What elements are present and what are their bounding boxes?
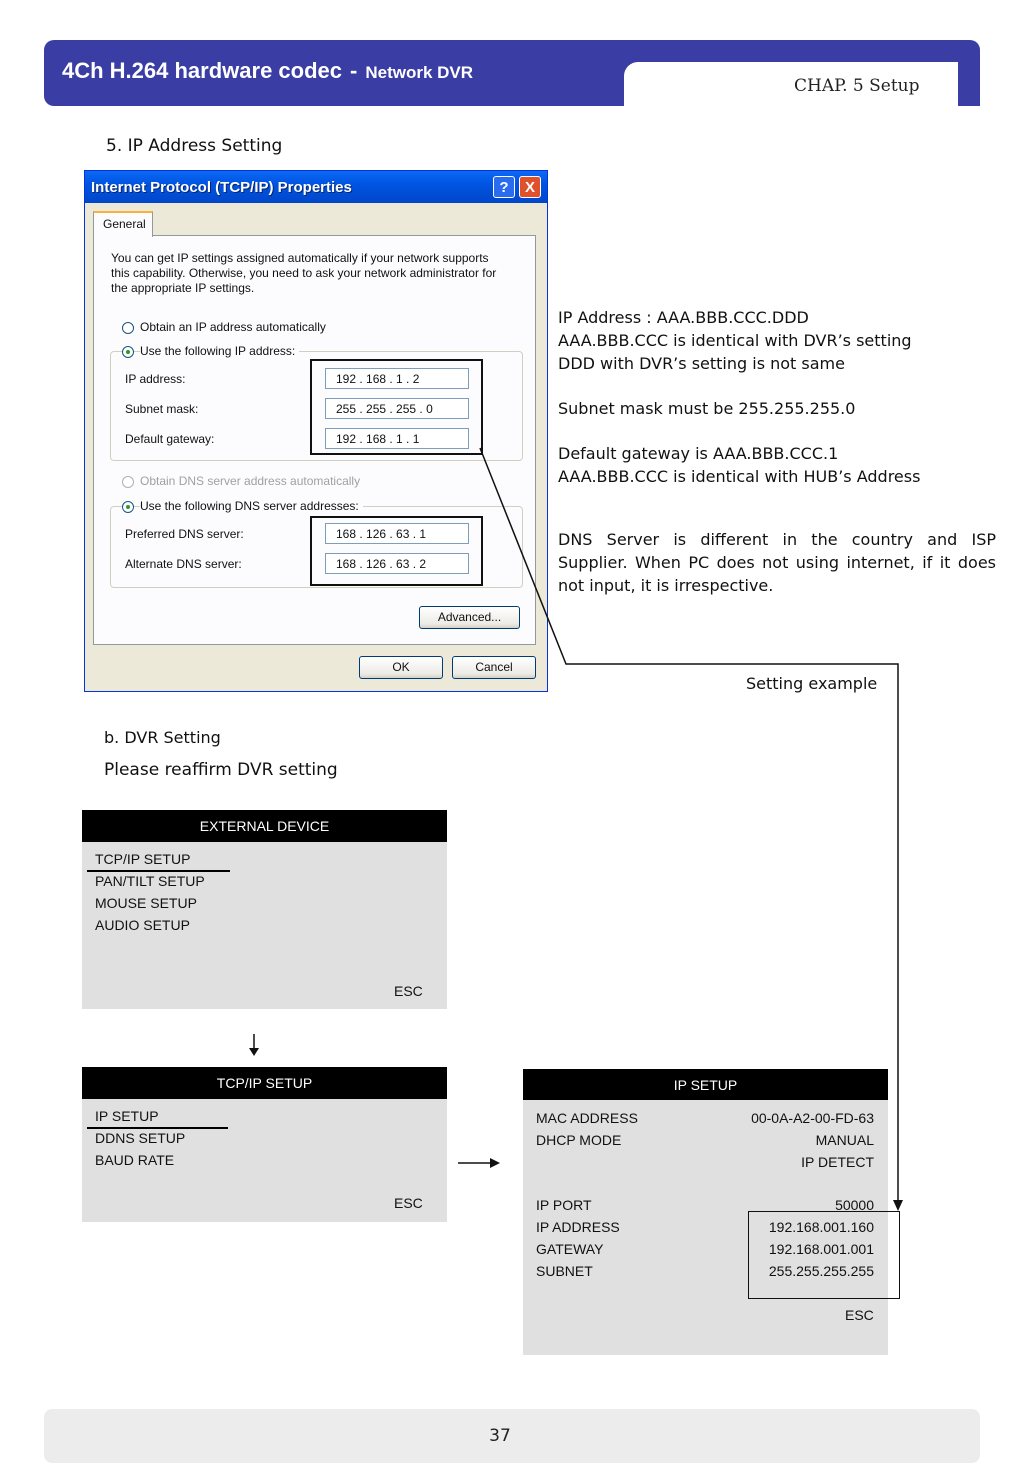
dialog-title: Internet Protocol (TCP/IP) Properties [91, 179, 352, 196]
ip-port-value[interactable]: 50000 [835, 1197, 874, 1213]
menu-item-ip-setup[interactable]: IP SETUP [95, 1108, 159, 1124]
gateway-explanation-line-1: Default gateway is AAA.BBB.CCC.1 [558, 444, 839, 463]
gateway-label: GATEWAY [536, 1241, 604, 1257]
alternate-dns-input[interactable]: 168 . 126 . 63 . 2 [325, 553, 469, 574]
menu-item-pantilt-setup[interactable]: PAN/TILT SETUP [95, 873, 205, 889]
tcpip-setup-title: TCP/IP SETUP [82, 1067, 447, 1099]
intro-line-3: the appropriate IP settings. [111, 281, 255, 295]
ok-button[interactable]: OK [359, 656, 443, 679]
subnet-explanation: Subnet mask must be 255.255.255.0 [558, 399, 856, 418]
mac-address-label: MAC ADDRESS [536, 1110, 638, 1126]
default-gateway-label: Default gateway: [125, 432, 215, 446]
default-gateway-input[interactable]: 192 . 168 . 1 . 1 [325, 428, 469, 449]
ip-address-input[interactable]: 192 . 168 . 1 . 2 [325, 368, 469, 389]
radio-auto-dns-label: Obtain DNS server address automatically [140, 474, 361, 488]
external-device-title: EXTERNAL DEVICE [82, 810, 447, 842]
mac-address-value: 00-0A-A2-00-FD-63 [751, 1110, 874, 1126]
ip-explanation-line-1: IP Address : AAA.BBB.CCC.DDD [558, 308, 809, 327]
section-title-ip: 5. IP Address Setting [106, 136, 283, 156]
esc-button[interactable]: ESC [394, 983, 423, 999]
intro-line-2: this capability. Otherwise, you need to ask your network administrator for [111, 266, 497, 280]
gateway-explanation-line-2: AAA.BBB.CCC is identical with HUB’s Address [558, 467, 921, 486]
cancel-button[interactable]: Cancel [452, 656, 536, 679]
example-arrowhead [893, 1200, 903, 1211]
subnet-label: SUBNET [536, 1263, 593, 1279]
intro-line-1: You can get IP settings assigned automatically if your network supports [111, 251, 489, 265]
dhcp-mode-label: DHCP MODE [536, 1132, 622, 1148]
ip-setup-panel [523, 1069, 888, 1355]
esc-button[interactable]: ESC [845, 1307, 874, 1323]
esc-button[interactable]: ESC [394, 1195, 423, 1211]
menu-item-audio-setup[interactable]: AUDIO SETUP [95, 917, 190, 933]
right-arrowhead [490, 1158, 500, 1168]
external-device-panel [82, 810, 447, 1009]
page-number: 37 [489, 1426, 511, 1446]
subnet-mask-input[interactable]: 255 . 255 . 255 . 0 [325, 398, 469, 419]
tab-general[interactable]: General [93, 211, 153, 237]
ip-address-label: IP address: [125, 372, 186, 386]
chapter-label: CHAP. 5 Setup [794, 76, 920, 96]
product-subtitle: Network DVR [365, 63, 474, 82]
down-arrowhead [249, 1048, 259, 1056]
ip-address-value[interactable]: 192.168.001.160 [768, 1219, 874, 1235]
selection-underline [87, 870, 230, 872]
ip-setup-title: IP SETUP [523, 1069, 888, 1100]
subnet-mask-label: Subnet mask: [125, 402, 199, 416]
radio-manual-dns-label: Use the following DNS server addresses: [140, 499, 363, 513]
close-button[interactable]: X [519, 176, 541, 198]
dhcp-mode-value[interactable]: MANUAL [815, 1132, 874, 1148]
ip-values-highlight-box [748, 1211, 900, 1299]
product-title: 4Ch H.264 hardware codec [62, 58, 343, 83]
preferred-dns-label: Preferred DNS server: [125, 527, 244, 541]
ip-port-label: IP PORT [536, 1197, 592, 1213]
title-separator: - [350, 58, 358, 83]
menu-item-ddns-setup[interactable]: DDNS SETUP [95, 1130, 186, 1146]
ip-detect-button[interactable]: IP DETECT [801, 1154, 874, 1170]
alternate-dns-label: Alternate DNS server: [125, 557, 242, 571]
ip-explanation-line-2: AAA.BBB.CCC is identical with DVR’s setting [558, 331, 912, 350]
menu-item-tcpip-setup[interactable]: TCP/IP SETUP [95, 851, 191, 867]
advanced-button[interactable]: Advanced... [419, 606, 520, 629]
setting-example-label: Setting example [746, 674, 878, 693]
selection-underline [87, 1127, 228, 1129]
menu-item-baud-rate[interactable]: BAUD RATE [95, 1152, 175, 1168]
section-title-dvr: b. DVR Setting [104, 728, 221, 747]
radio-auto-ip-label: Obtain an IP address automatically [140, 320, 326, 334]
tcpip-setup-panel [82, 1067, 447, 1222]
radio-manual-ip-label: Use the following IP address: [140, 344, 299, 358]
ip-address-label: IP ADDRESS [536, 1219, 620, 1235]
menu-item-mouse-setup[interactable]: MOUSE SETUP [95, 895, 197, 911]
dns-explanation: DNS Server is different in the country and ISP Supplier. When PC does not using internet, if it does not input, it is irrespective. [558, 530, 996, 595]
preferred-dns-input[interactable]: 168 . 126 . 63 . 1 [325, 523, 469, 544]
subnet-value[interactable]: 255.255.255.255 [768, 1263, 874, 1279]
help-button[interactable]: ? [493, 176, 515, 198]
ip-explanation-line-3: DDD with DVR’s setting is not same [558, 354, 845, 373]
gateway-value[interactable]: 192.168.001.001 [768, 1241, 874, 1257]
section-subtitle-dvr: Please reaffirm DVR setting [104, 760, 338, 780]
